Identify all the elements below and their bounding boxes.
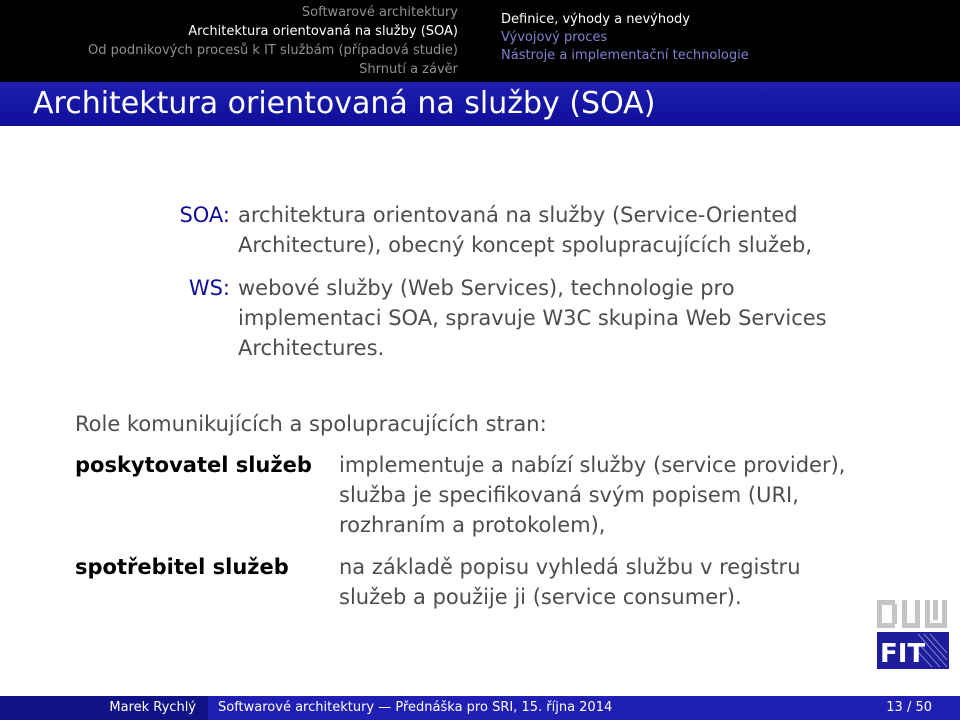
footer-author-box bbox=[0, 696, 208, 720]
nav-section-link[interactable]: Od podnikových procesů k IT službám (případová studie) bbox=[88, 43, 458, 58]
roles-list bbox=[75, 450, 875, 624]
definition-text: architektura orientovaná na služby (Service-Oriented Architecture), obecný koncept spolupracujících služeb, bbox=[238, 203, 813, 257]
nav-subsection-link-current[interactable]: Definice, výhody a nevýhody bbox=[501, 12, 690, 27]
role-text: na základě popisu vyhledá službu v registru služeb a použije ji (service consumer). bbox=[339, 555, 801, 609]
role-text: implementuje a nabízí služby (service provider), služba je specifikovaná svým popisem (URI, rozhraním a protokolem), bbox=[339, 453, 846, 537]
logo-text: FIT bbox=[880, 639, 926, 669]
role-term: spotřebitel služeb bbox=[75, 555, 289, 579]
roles-intro-text: Role komunikujících a spolupracujících stran: bbox=[75, 412, 547, 436]
fit-logo bbox=[874, 598, 952, 672]
footer-bar bbox=[0, 696, 960, 720]
definition-list bbox=[0, 200, 960, 376]
definition-term: WS: bbox=[188, 276, 230, 300]
definition-term: SOA: bbox=[179, 203, 230, 227]
footer-page-number: 13 / 50 bbox=[886, 700, 932, 715]
definition-text: webové služby (Web Services), technologie pro implementaci SOA, spravuje W3C skupina Web Services Architectures. bbox=[238, 276, 827, 360]
footer-title: Softwarové architektury — Přednáška pro SRI, 15. října 2014 bbox=[218, 700, 613, 715]
footer-title-box bbox=[208, 696, 960, 720]
role-item bbox=[75, 552, 875, 612]
nav-section-link-current[interactable]: Architektura orientovaná na služby (SOA) bbox=[188, 24, 458, 39]
definition-item bbox=[0, 200, 960, 260]
slide-title-bar bbox=[0, 82, 960, 126]
nav-subsection-link[interactable]: Nástroje a implementační technologie bbox=[501, 48, 749, 63]
slide-title: Architektura orientovaná na služby (SOA) bbox=[33, 86, 656, 121]
footer-author: Marek Rychlý bbox=[109, 700, 196, 715]
nav-subsection-link[interactable]: Vývojový proces bbox=[501, 30, 608, 45]
subsection-list bbox=[501, 11, 951, 65]
section-list bbox=[0, 0, 490, 82]
section-navigation bbox=[0, 0, 960, 82]
role-term: poskytovatel služeb bbox=[75, 453, 312, 477]
definition-item bbox=[0, 273, 960, 363]
nav-section-link[interactable]: Softwarové architektury bbox=[301, 5, 458, 20]
role-item bbox=[75, 450, 875, 540]
nav-section-link[interactable]: Shrnutí a závěr bbox=[359, 62, 458, 77]
